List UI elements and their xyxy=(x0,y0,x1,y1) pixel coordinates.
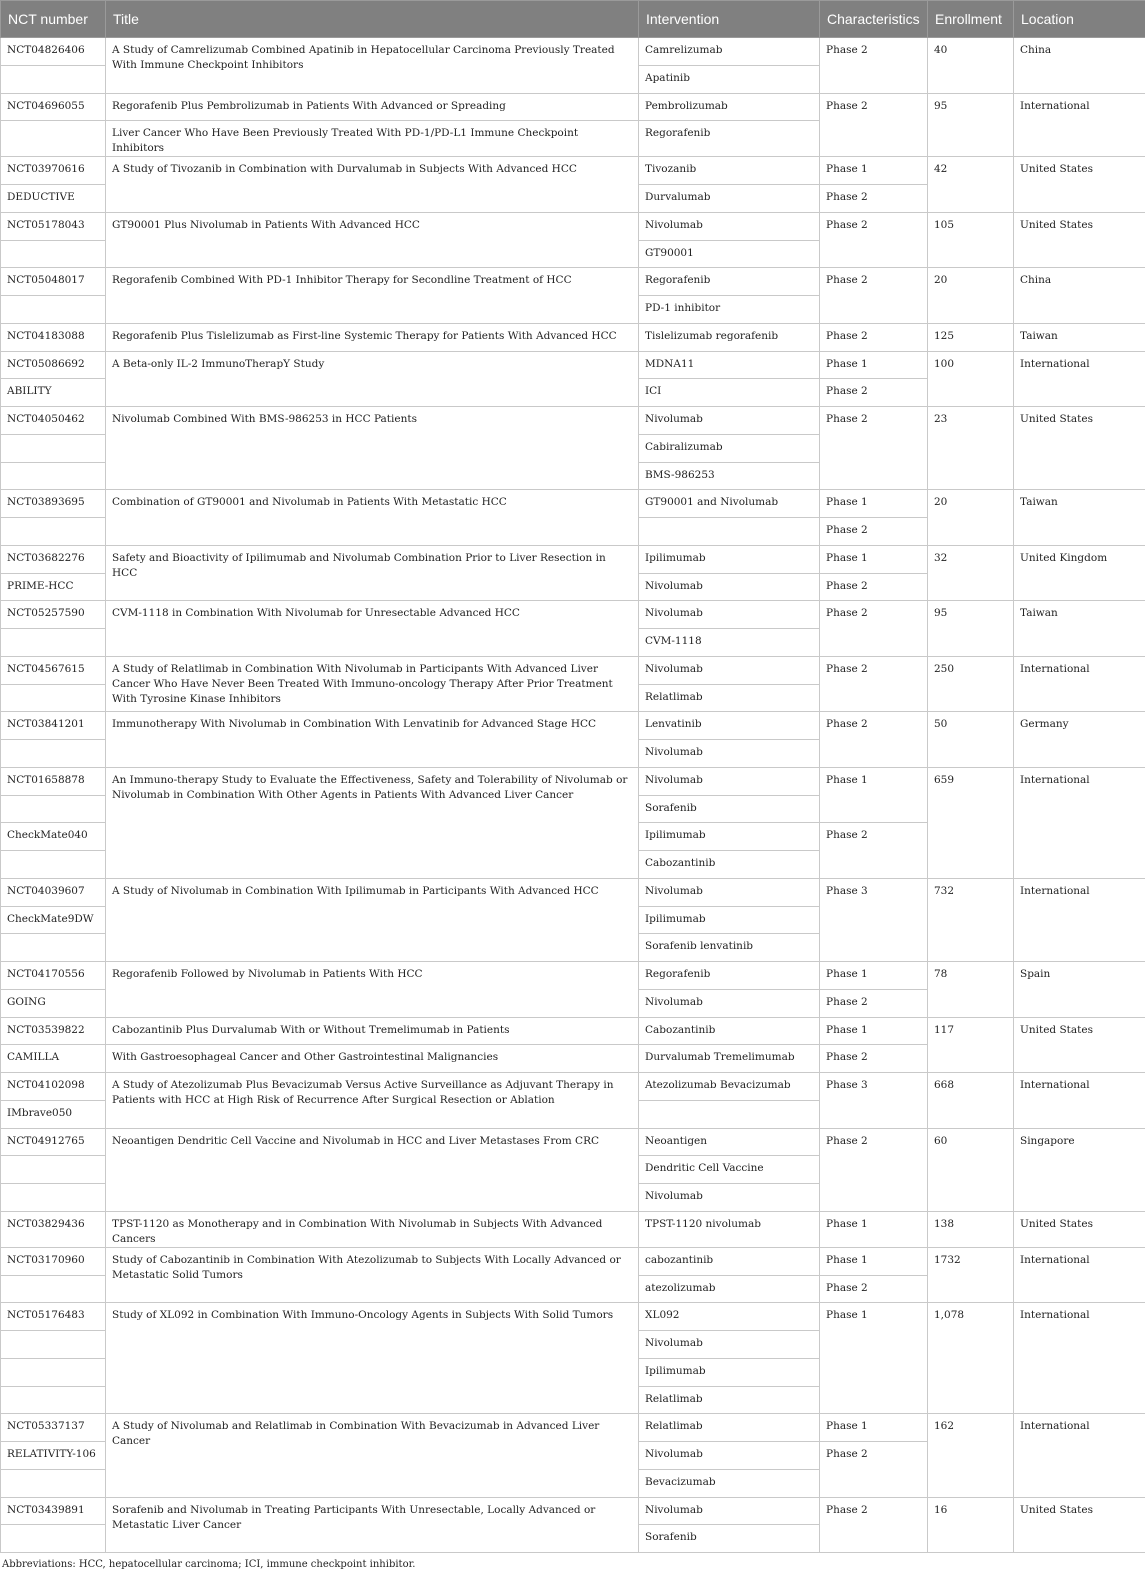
cell-intervention: Nivolumab xyxy=(639,740,820,768)
cell-intervention: Relatlimab xyxy=(639,1414,820,1442)
cell-enrollment: 668 xyxy=(928,1073,1014,1129)
cell-nct-number xyxy=(1,65,106,93)
cell-nct-number: NCT04567615 xyxy=(1,656,106,684)
cell-title: Regorafenib Followed by Nivolumab in Patients With HCC xyxy=(106,962,639,1018)
cell-enrollment: 95 xyxy=(928,601,1014,657)
table-row xyxy=(1,38,1145,66)
cell-intervention: Durvalumab xyxy=(639,185,820,213)
cell-nct-number xyxy=(1,629,106,657)
cell-characteristics: Phase 2 xyxy=(820,601,928,657)
table-row xyxy=(1,1128,1145,1156)
table-row xyxy=(1,1497,1145,1525)
cell-nct-number: NCT04696055 xyxy=(1,93,106,121)
cell-enrollment: 138 xyxy=(928,1211,1014,1247)
cell-title: A Study of Tivozanib in Combination with Durvalumab in Subjects With Advanced HCC xyxy=(106,157,639,213)
cell-intervention: Atezolizumab Bevacizumab xyxy=(639,1073,820,1101)
cell-nct-number: NCT05178043 xyxy=(1,212,106,240)
cell-intervention: Lenvatinib xyxy=(639,712,820,740)
table-body xyxy=(1,38,1145,1553)
cell-nct-number: NCT04050462 xyxy=(1,407,106,435)
cell-intervention: PD-1 inhibitor xyxy=(639,296,820,324)
cell-characteristics: Phase 2 xyxy=(820,712,928,768)
cell-intervention: Neoantigen xyxy=(639,1128,820,1156)
cell-nct-number: NCT03829436 xyxy=(1,1211,106,1247)
cell-intervention: Regorafenib xyxy=(639,268,820,296)
cell-nct-number: PRIME-HCC xyxy=(1,573,106,601)
cell-nct-number xyxy=(1,851,106,879)
cell-nct-number: DEDUCTIVE xyxy=(1,185,106,213)
table-row xyxy=(1,545,1145,573)
cell-location: International xyxy=(1014,1303,1145,1414)
table-row xyxy=(1,1211,1145,1247)
cell-enrollment: 60 xyxy=(928,1128,1014,1211)
cell-nct-number: CheckMate9DW xyxy=(1,906,106,934)
cell-nct-number xyxy=(1,1386,106,1414)
cell-title: Regorafenib Plus Tislelizumab as First-line Systemic Therapy for Patients With Advanced HCC xyxy=(106,323,639,351)
cell-title: Regorafenib Combined With PD-1 Inhibitor Therapy for Secondline Treatment of HCC xyxy=(106,268,639,324)
cell-location: United States xyxy=(1014,407,1145,490)
cell-enrollment: 1,078 xyxy=(928,1303,1014,1414)
cell-nct-number xyxy=(1,740,106,768)
cell-nct-number xyxy=(1,240,106,268)
cell-enrollment: 78 xyxy=(928,962,1014,1018)
table-row xyxy=(1,93,1145,121)
cell-intervention: Nivolumab xyxy=(639,656,820,684)
cell-nct-number xyxy=(1,462,106,490)
header-intervention: Intervention xyxy=(639,1,820,38)
cell-nct-number xyxy=(1,121,106,157)
cell-nct-number: NCT04183088 xyxy=(1,323,106,351)
cell-characteristics: Phase 2 xyxy=(820,1045,928,1073)
cell-intervention: atezolizumab xyxy=(639,1275,820,1303)
cell-intervention: Relatlimab xyxy=(639,684,820,712)
cell-enrollment: 732 xyxy=(928,878,1014,961)
cell-characteristics: Phase 1 xyxy=(820,157,928,185)
cell-location: International xyxy=(1014,767,1145,878)
cell-characteristics: Phase 2 xyxy=(820,323,928,351)
cell-location: Taiwan xyxy=(1014,323,1145,351)
table-row xyxy=(1,1073,1145,1101)
cell-nct-number xyxy=(1,1331,106,1359)
cell-characteristics: Phase 2 xyxy=(820,1275,928,1303)
cell-nct-number: NCT05257590 xyxy=(1,601,106,629)
cell-location: Germany xyxy=(1014,712,1145,768)
table-row xyxy=(1,878,1145,906)
table-row xyxy=(1,601,1145,629)
cell-nct-number: NCT04102098 xyxy=(1,1073,106,1101)
cell-nct-number: NCT01658878 xyxy=(1,767,106,795)
cell-location: United States xyxy=(1014,1497,1145,1553)
cell-title: A Beta-only IL-2 ImmunoTherapY Study xyxy=(106,351,639,407)
cell-nct-number xyxy=(1,934,106,962)
cell-location: United States xyxy=(1014,1017,1145,1073)
cell-location: International xyxy=(1014,656,1145,712)
header-nct-number: NCT number xyxy=(1,1,106,38)
cell-intervention: Nivolumab xyxy=(639,1184,820,1212)
cell-enrollment: 32 xyxy=(928,545,1014,601)
cell-intervention xyxy=(639,518,820,546)
cell-characteristics: Phase 2 xyxy=(820,38,928,94)
cell-nct-number: CheckMate040 xyxy=(1,823,106,851)
cell-nct-number xyxy=(1,296,106,324)
cell-enrollment: 20 xyxy=(928,268,1014,324)
cell-enrollment: 42 xyxy=(928,157,1014,213)
cell-enrollment: 117 xyxy=(928,1017,1014,1073)
cell-characteristics: Phase 1 xyxy=(820,351,928,379)
cell-enrollment: 16 xyxy=(928,1497,1014,1553)
cell-nct-number: CAMILLA xyxy=(1,1045,106,1073)
cell-title: GT90001 Plus Nivolumab in Patients With Advanced HCC xyxy=(106,212,639,268)
table-row xyxy=(1,712,1145,740)
cell-location: United States xyxy=(1014,1211,1145,1247)
cell-intervention: Relatlimab xyxy=(639,1386,820,1414)
cell-title: Cabozantinib Plus Durvalumab With or Without Tremelimumab in Patients xyxy=(106,1017,639,1045)
cell-intervention: Cabiralizumab xyxy=(639,434,820,462)
cell-intervention xyxy=(639,1100,820,1128)
cell-location: United States xyxy=(1014,157,1145,213)
cell-intervention: TPST-1120 nivolumab xyxy=(639,1211,820,1247)
cell-intervention: GT90001 xyxy=(639,240,820,268)
table-row xyxy=(1,1247,1145,1275)
cell-characteristics: Phase 1 xyxy=(820,767,928,823)
cell-enrollment: 95 xyxy=(928,93,1014,157)
cell-intervention: Ipilimumab xyxy=(639,906,820,934)
cell-location: Singapore xyxy=(1014,1128,1145,1211)
cell-enrollment: 125 xyxy=(928,323,1014,351)
table-row xyxy=(1,1414,1145,1442)
cell-nct-number: NCT03539822 xyxy=(1,1017,106,1045)
cell-location: Spain xyxy=(1014,962,1145,1018)
cell-location: International xyxy=(1014,93,1145,157)
cell-intervention: GT90001 and Nivolumab xyxy=(639,490,820,518)
cell-intervention: cabozantinib xyxy=(639,1247,820,1275)
cell-title: Study of XL092 in Combination With Immuno-Oncology Agents in Subjects With Solid Tumors xyxy=(106,1303,639,1414)
cell-location: United Kingdom xyxy=(1014,545,1145,601)
cell-characteristics: Phase 1 xyxy=(820,1211,928,1247)
cell-nct-number: RELATIVITY-106 xyxy=(1,1442,106,1470)
cell-intervention: Nivolumab xyxy=(639,212,820,240)
cell-characteristics: Phase 1 xyxy=(820,490,928,518)
cell-intervention: CVM-1118 xyxy=(639,629,820,657)
cell-intervention: Apatinib xyxy=(639,65,820,93)
cell-intervention: BMS-986253 xyxy=(639,462,820,490)
cell-characteristics: Phase 1 xyxy=(820,545,928,573)
cell-nct-number: ABILITY xyxy=(1,379,106,407)
cell-location: Taiwan xyxy=(1014,490,1145,546)
cell-nct-number xyxy=(1,1525,106,1553)
table-row xyxy=(1,323,1145,351)
cell-title: Neoantigen Dendritic Cell Vaccine and Nivolumab in HCC and Liver Metastases From CRC xyxy=(106,1128,639,1211)
cell-title: Nivolumab Combined With BMS-986253 in HCC Patients xyxy=(106,407,639,490)
cell-intervention: Nivolumab xyxy=(639,601,820,629)
cell-nct-number xyxy=(1,1156,106,1184)
cell-title: TPST-1120 as Monotherapy and in Combination With Nivolumab in Subjects With Advanced Cancers xyxy=(106,1211,639,1247)
cell-enrollment: 23 xyxy=(928,407,1014,490)
cell-intervention: Dendritic Cell Vaccine xyxy=(639,1156,820,1184)
cell-location: China xyxy=(1014,38,1145,94)
table-row xyxy=(1,767,1145,795)
cell-title: Safety and Bioactivity of Ipilimumab and Nivolumab Combination Prior to Liver Resection in HCC xyxy=(106,545,639,601)
cell-nct-number: IMbrave050 xyxy=(1,1100,106,1128)
cell-location: International xyxy=(1014,1073,1145,1129)
cell-characteristics: Phase 2 xyxy=(820,1128,928,1211)
cell-intervention: ICI xyxy=(639,379,820,407)
cell-enrollment: 250 xyxy=(928,656,1014,712)
cell-nct-number xyxy=(1,1184,106,1212)
cell-nct-number xyxy=(1,1275,106,1303)
cell-nct-number: NCT05086692 xyxy=(1,351,106,379)
cell-enrollment: 162 xyxy=(928,1414,1014,1497)
cell-enrollment: 105 xyxy=(928,212,1014,268)
cell-nct-number: NCT04826406 xyxy=(1,38,106,66)
table-row xyxy=(1,490,1145,518)
abbreviations-footnote: Abbreviations: HCC, hepatocellular carcinoma; ICI, immune checkpoint inhibitor. xyxy=(0,1553,1145,1570)
cell-enrollment: 100 xyxy=(928,351,1014,407)
cell-intervention: Nivolumab xyxy=(639,878,820,906)
cell-intervention: Nivolumab xyxy=(639,1442,820,1470)
cell-intervention: Sorafenib xyxy=(639,795,820,823)
cell-characteristics: Phase 2 xyxy=(820,379,928,407)
cell-intervention: Ipilimumab xyxy=(639,545,820,573)
cell-intervention: MDNA11 xyxy=(639,351,820,379)
cell-characteristics: Phase 2 xyxy=(820,185,928,213)
table-row xyxy=(1,157,1145,185)
cell-intervention: Nivolumab xyxy=(639,767,820,795)
cell-nct-number xyxy=(1,518,106,546)
cell-nct-number: NCT03439891 xyxy=(1,1497,106,1525)
cell-characteristics: Phase 2 xyxy=(820,1497,928,1553)
cell-intervention: Ipilimumab xyxy=(639,823,820,851)
cell-title: With Gastroesophageal Cancer and Other Gastrointestinal Malignancies xyxy=(106,1045,639,1073)
cell-characteristics: Phase 1 xyxy=(820,962,928,990)
cell-nct-number xyxy=(1,684,106,712)
cell-title: Study of Cabozantinib in Combination With Atezolizumab to Subjects With Locally Advanced or Metastatic Solid Tumors xyxy=(106,1247,639,1303)
table-row xyxy=(1,1017,1145,1045)
table-row xyxy=(1,268,1145,296)
cell-nct-number: NCT03682276 xyxy=(1,545,106,573)
cell-characteristics: Phase 2 xyxy=(820,656,928,712)
cell-intervention: Bevacizumab xyxy=(639,1469,820,1497)
cell-characteristics: Phase 2 xyxy=(820,518,928,546)
cell-nct-number: NCT05048017 xyxy=(1,268,106,296)
cell-nct-number: NCT04039607 xyxy=(1,878,106,906)
cell-intervention: Nivolumab xyxy=(639,407,820,435)
cell-intervention: Regorafenib xyxy=(639,121,820,157)
cell-characteristics: Phase 1 xyxy=(820,1303,928,1414)
table-row xyxy=(1,351,1145,379)
cell-location: United States xyxy=(1014,212,1145,268)
cell-characteristics: Phase 2 xyxy=(820,407,928,490)
cell-characteristics: Phase 1 xyxy=(820,1414,928,1442)
cell-location: International xyxy=(1014,1414,1145,1497)
cell-nct-number: NCT03170960 xyxy=(1,1247,106,1275)
cell-title: A Study of Relatlimab in Combination With Nivolumab in Participants With Advanced Liver Cancer Who Have Never Been Treated With Immuno-oncology Therapy After Prior Treatment With Tyrosine Kinase Inhibitors xyxy=(106,656,639,712)
cell-intervention: Cabozantinib xyxy=(639,1017,820,1045)
cell-intervention: Tislelizumab regorafenib xyxy=(639,323,820,351)
cell-characteristics: Phase 2 xyxy=(820,1442,928,1498)
cell-title: An Immuno-therapy Study to Evaluate the Effectiveness, Safety and Tolerability of Nivolumab or Nivolumab in Combination With Other Agents in Patients With Advanced Liver Cancer xyxy=(106,767,639,878)
cell-intervention: Cabozantinib xyxy=(639,851,820,879)
cell-characteristics: Phase 2 xyxy=(820,989,928,1017)
cell-characteristics: Phase 1 xyxy=(820,1247,928,1275)
cell-title: Regorafenib Plus Pembrolizumab in Patients With Advanced or Spreading xyxy=(106,93,639,121)
cell-enrollment: 20 xyxy=(928,490,1014,546)
cell-title: Sorafenib and Nivolumab in Treating Participants With Unresectable, Locally Advanced or Metastatic Liver Cancer xyxy=(106,1497,639,1553)
cell-nct-number: NCT05337137 xyxy=(1,1414,106,1442)
table-row xyxy=(1,407,1145,435)
cell-nct-number: GOING xyxy=(1,989,106,1017)
cell-characteristics: Phase 3 xyxy=(820,1073,928,1129)
cell-nct-number xyxy=(1,1358,106,1386)
cell-intervention: Regorafenib xyxy=(639,962,820,990)
cell-intervention: Sorafenib lenvatinib xyxy=(639,934,820,962)
cell-enrollment: 40 xyxy=(928,38,1014,94)
table-row xyxy=(1,656,1145,684)
table-row xyxy=(1,1303,1145,1331)
cell-title: A Study of Nivolumab and Relatlimab in Combination With Bevacizumab in Advanced Liver Cancer xyxy=(106,1414,639,1497)
cell-characteristics: Phase 2 xyxy=(820,823,928,879)
cell-location: China xyxy=(1014,268,1145,324)
cell-nct-number: NCT04170556 xyxy=(1,962,106,990)
cell-intervention: Nivolumab xyxy=(639,1331,820,1359)
cell-intervention: Tivozanib xyxy=(639,157,820,185)
table-row xyxy=(1,962,1145,990)
cell-nct-number xyxy=(1,795,106,823)
cell-intervention: Durvalumab Tremelimumab xyxy=(639,1045,820,1073)
cell-intervention: Nivolumab xyxy=(639,573,820,601)
cell-characteristics: Phase 2 xyxy=(820,212,928,268)
cell-characteristics: Phase 3 xyxy=(820,878,928,961)
cell-location: Taiwan xyxy=(1014,601,1145,657)
cell-intervention: Sorafenib xyxy=(639,1525,820,1553)
cell-nct-number xyxy=(1,434,106,462)
table-row xyxy=(1,212,1145,240)
cell-title: Combination of GT90001 and Nivolumab in Patients With Metastatic HCC xyxy=(106,490,639,546)
cell-intervention: XL092 xyxy=(639,1303,820,1331)
cell-title: Immunotherapy With Nivolumab in Combination With Lenvatinib for Advanced Stage HCC xyxy=(106,712,639,768)
cell-nct-number: NCT04912765 xyxy=(1,1128,106,1156)
header-title: Title xyxy=(106,1,639,38)
cell-intervention: Ipilimumab xyxy=(639,1358,820,1386)
cell-intervention: Pembrolizumab xyxy=(639,93,820,121)
cell-title: A Study of Nivolumab in Combination With Ipilimumab in Participants With Advanced HCC xyxy=(106,878,639,961)
cell-nct-number: NCT05176483 xyxy=(1,1303,106,1331)
table-header-row xyxy=(1,1,1145,38)
cell-characteristics: Phase 1 xyxy=(820,1017,928,1045)
cell-intervention: Camrelizumab xyxy=(639,38,820,66)
cell-location: International xyxy=(1014,351,1145,407)
cell-title: A Study of Atezolizumab Plus Bevacizumab Versus Active Surveillance as Adjuvant Therapy in Patients with HCC at High Risk of Recurrence After Surgical Resection or Ablation xyxy=(106,1073,639,1129)
cell-intervention: Nivolumab xyxy=(639,989,820,1017)
cell-nct-number: NCT03841201 xyxy=(1,712,106,740)
cell-title: CVM-1118 in Combination With Nivolumab for Unresectable Advanced HCC xyxy=(106,601,639,657)
cell-enrollment: 50 xyxy=(928,712,1014,768)
cell-intervention: Nivolumab xyxy=(639,1497,820,1525)
cell-location: International xyxy=(1014,878,1145,961)
cell-characteristics: Phase 2 xyxy=(820,268,928,324)
cell-enrollment: 659 xyxy=(928,767,1014,878)
cell-title: A Study of Camrelizumab Combined Apatinib in Hepatocellular Carcinoma Previously Treated With Immune Checkpoint Inhibitors xyxy=(106,38,639,94)
header-enrollment: Enrollment xyxy=(928,1,1014,38)
cell-location: International xyxy=(1014,1247,1145,1303)
cell-nct-number xyxy=(1,1469,106,1497)
header-characteristics: Characteristics xyxy=(820,1,928,38)
cell-nct-number: NCT03893695 xyxy=(1,490,106,518)
cell-nct-number: NCT03970616 xyxy=(1,157,106,185)
cell-title: Liver Cancer Who Have Been Previously Treated With PD-1/PD-L1 Immune Checkpoint Inhibitors xyxy=(106,121,639,157)
cell-characteristics: Phase 2 xyxy=(820,573,928,601)
cell-enrollment: 1732 xyxy=(928,1247,1014,1303)
cell-characteristics: Phase 2 xyxy=(820,93,928,157)
header-location: Location xyxy=(1014,1,1145,38)
